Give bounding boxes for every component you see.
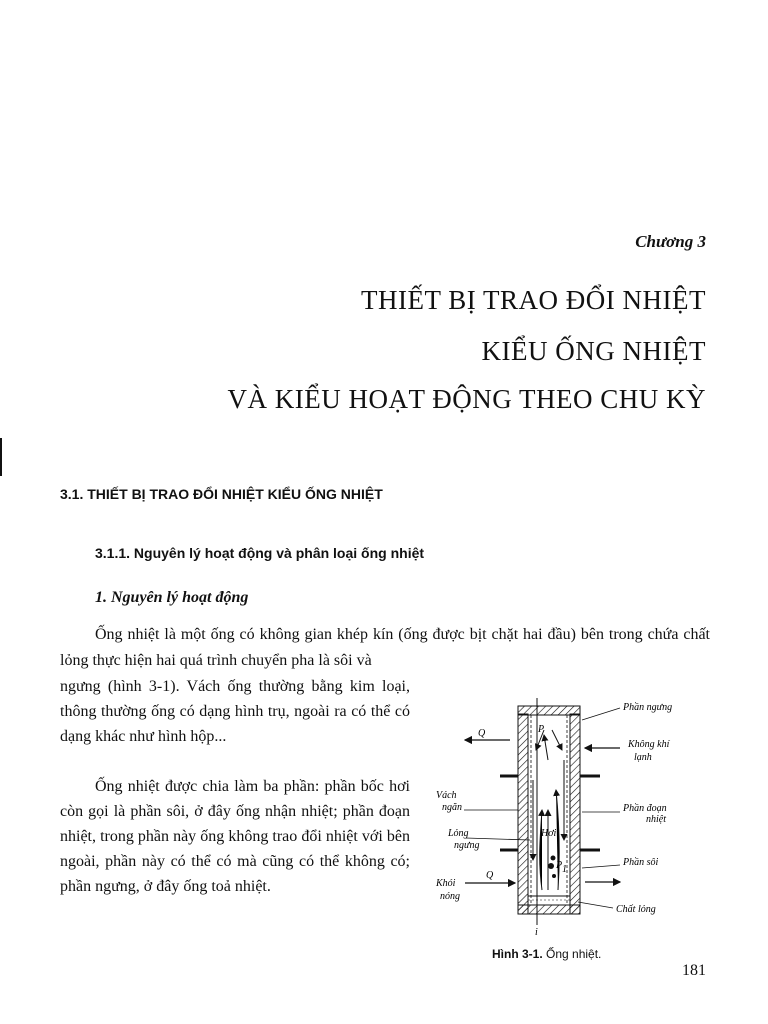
label-p-top: P [538,724,545,735]
label-q-bottom: Q [486,870,494,881]
paragraph-1-full-width: Ống nhiệt là một ống có không gian khép kín (ống được bịt chặt hai đầu) bên trong chứa chất lỏng thực hiện hai quá trình chuyển pha là sôi và [60,626,710,669]
chapter-label: Chương 3 [635,232,706,251]
paragraph-2: Ống nhiệt được chia làm ba phần: phần bốc hơi còn gọi là phần sôi, ở đây ống nhận nhiệt; phần đoạn nhiệt, trong phần này ống không trao đổi nhiệt với bên ngoài, phần này có thể có mà cũng có thể không có; phần ngưng, ở đây ống toả nhiệt. [60,778,410,895]
scan-margin-mark [0,438,2,476]
subsection-heading: 3.1.1. Nguyên lý hoạt động và phân loại ống nhiệt [95,545,425,561]
figure-caption [492,947,601,961]
figure-caption-label: Hình 3-1. [492,947,543,961]
label-khong-khi-lanh-2: lạnh [634,752,652,763]
label-chat-long: Chất lỏng [616,904,656,915]
chapter-title-line-1: THIẾT BỊ TRAO ĐỔI NHIỆT [361,285,706,315]
chapter-title-line-2: KIỂU ỐNG NHIỆT [481,336,706,366]
label-long-ngung-1: Lỏng [448,828,469,839]
label-hoi: Hơi [541,828,557,839]
figure-caption-text: Ống nhiệt. [542,947,602,961]
label-axis-i: i [535,927,538,938]
subsubsection-heading: 1. Nguyên lý hoạt động [95,589,249,606]
label-phan-doan-nhiet-1: Phần đoạn [623,803,667,814]
label-phan-ngung: Phần ngưng [623,702,673,713]
label-khoi-nong-2: nóng [440,891,460,902]
page-number: 181 [682,962,706,979]
label-khong-khi-lanh-1: Không khí [628,739,670,750]
label-vach-ngan-2: ngăn [442,802,462,813]
chapter-title-line-3: VÀ KIỂU HOẠT ĐỘNG THEO CHU KỲ [227,384,706,414]
pipe-left-wall [518,714,528,914]
label-long-ngung-2: ngưng [454,840,480,851]
label-vach-ngan-1: Vách [436,790,457,801]
label-khoi-nong-1: Khói [436,878,456,889]
label-phan-doan-nhiet-2: nhiệt [646,814,666,825]
pipe-top-cap [518,706,580,715]
paragraph-1-continued: ngưng (hình 3-1). Vách ống thường bằng kim loại, thông thường ống có dạng hình trụ, ngoài ra có thể có dạng khác như hình hộp... [60,678,410,745]
pipe-right-wall [570,714,580,914]
label-phan-soi: Phần sôi [623,857,659,868]
label-q-top: Q [478,728,486,739]
label-p-bottom: P [556,860,563,871]
label-p-bottom-subscript: 1 [562,864,567,875]
section-heading: 3.1. THIẾT BỊ TRAO ĐỔI NHIỆT KIỂU ỐNG NHIỆT [60,486,383,502]
heat-pipe-figure [420,690,720,938]
pipe-bottom-cap [518,905,580,914]
